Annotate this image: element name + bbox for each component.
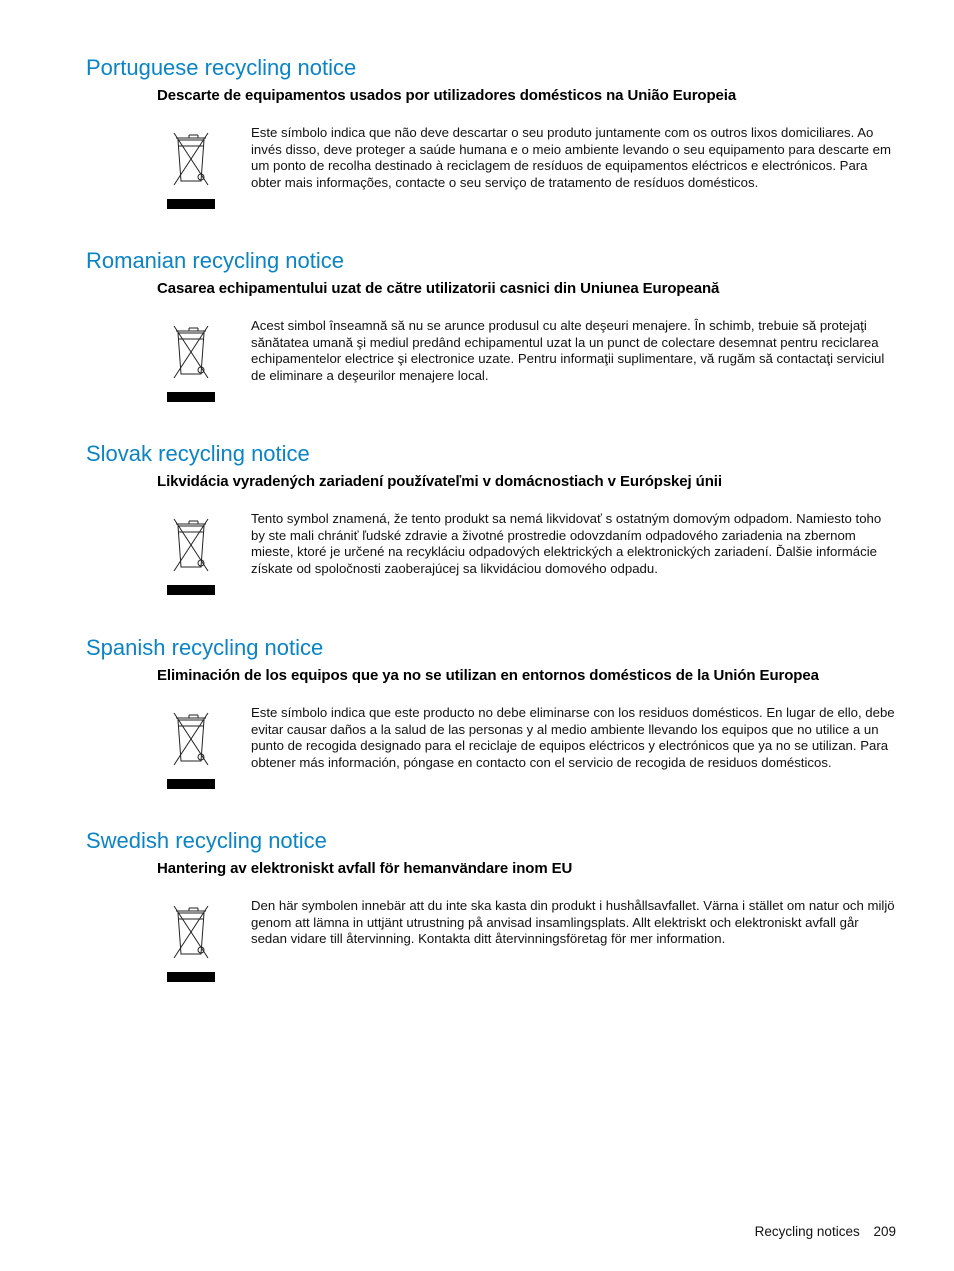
crossed-out-wheelie-bin-icon <box>165 322 217 404</box>
section-body: Acest simbol înseamnă să nu se arunce produsul cu alte deşeuri menajere. În schimb, trebuie să protejaţi sănătatea umană şi mediul predând echipamentul uzat la un punct de colectare desemnat pentru reciclarea echipamentelor electrice şi electronice uzate. Pentru informaţii suplimentare, vă rugăm să contactaţi serviciul de eliminare a deşeurilor menajere local. <box>251 318 885 384</box>
section-subtitle: Eliminación de los equipos que ya no se utilizan en entornos domésticos de la Unión Europea <box>157 667 819 684</box>
section-body: Tento symbol znamená, že tento produkt sa nemá likvidovať s ostatným domovým odpadom. Namiesto toho by ste mali chrániť ľudské zdravie a životné prostredie odovzdaním odpadového zariadenia na zbernom mieste, ktoré je určené na recykláciu odpadových elektrických a elektronických zariadení. Ďalšie informácie získate od spoločnosti zaoberajúcej sa likvidáciou domového odpadu. <box>251 511 882 577</box>
section-subtitle: Descarte de equipamentos usados por utilizadores domésticos na União Europeia <box>157 87 737 104</box>
section-title: Portuguese recycling notice <box>86 55 357 80</box>
section-body: Este símbolo indica que não deve descartar o seu produto juntamente com os outros lixos domiciliares. Ao invés disso, deve proteger a saúde humana e o meio ambiente levando o seu equipamento para descarte em um ponto de recolha destinado à reciclagem de resíduos de equipamentos eléctricos e electrónicos. Para obter mais informações, contacte o seu serviço de tratamento de resíduos domésticos. <box>251 125 891 191</box>
section-body: Este símbolo indica que este producto no debe eliminarse con los residuos domésticos. En lugar de ello, debe evitar causar daños a la salud de las personas y al medio ambiente llevando los equipos que no utilice a un punto de recogida designado para el reciclaje de equipos eléctricos y electrónicos que ya no se utilizan. Para obtener más información, póngase en contacto con el servicio de recogida de residuos domésticos. <box>251 705 895 771</box>
section-title: Slovak recycling notice <box>86 441 310 466</box>
page-number: 209 <box>873 1224 896 1239</box>
section-subtitle: Casarea echipamentului uzat de către utilizatorii casnici din Uniunea Europeană <box>157 280 720 297</box>
section-title: Spanish recycling notice <box>86 635 324 660</box>
page-footer <box>755 1223 896 1241</box>
section-title: Swedish recycling notice <box>86 828 327 853</box>
crossed-out-wheelie-bin-icon <box>165 709 217 791</box>
section-subtitle: Hantering av elektroniskt avfall för hemanvändare inom EU <box>157 860 573 877</box>
section-body: Den här symbolen innebär att du inte ska kasta din produkt i hushållsavfallet. Värna i stället om natur och miljö genom att lämna in uttjänt utrustning på anvisad insamlingsplats. Allt elektriskt och elektroniskt avfall går sedan vidare till återvinning. Kontakta ditt återvinningsföretag för mer information. <box>251 898 895 947</box>
footer-label: Recycling notices <box>754 1224 860 1239</box>
crossed-out-wheelie-bin-icon <box>165 129 217 211</box>
crossed-out-wheelie-bin-icon <box>165 902 217 984</box>
crossed-out-wheelie-bin-icon <box>165 515 217 597</box>
section-title: Romanian recycling notice <box>86 248 345 273</box>
section-subtitle: Likvidácia vyradených zariadení používateľmi v domácnostiach v Európskej únii <box>157 473 722 490</box>
